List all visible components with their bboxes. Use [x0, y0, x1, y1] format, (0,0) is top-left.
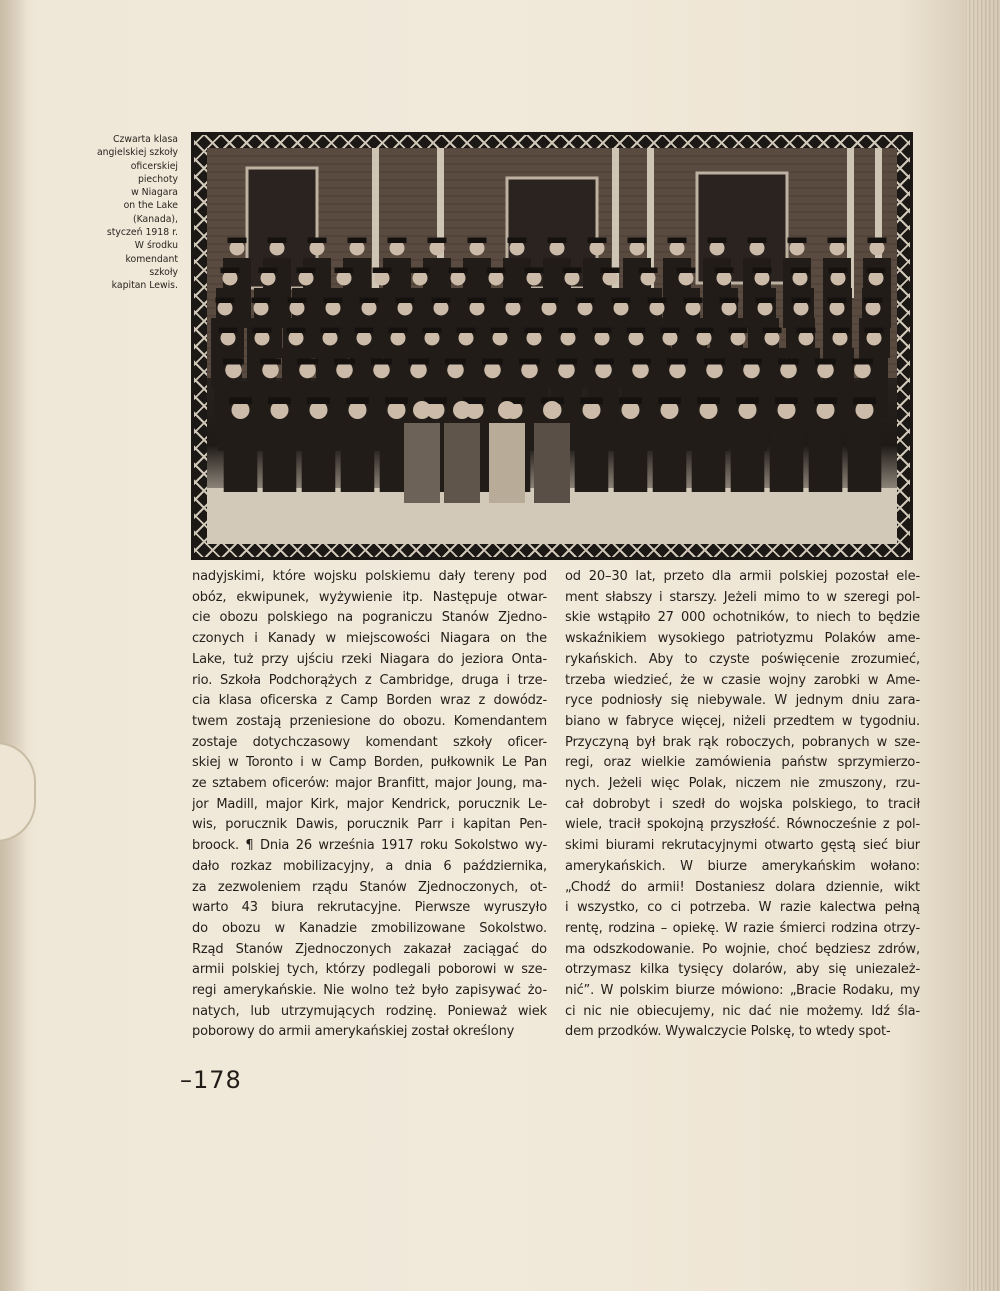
soldier-cap	[468, 238, 487, 244]
soldier-cap	[321, 328, 340, 334]
officer-coat	[444, 423, 480, 503]
text-line: Lake, tuż przy ujściu rzeki Niagara do jeziora Onta-	[192, 651, 547, 667]
soldier-cap	[228, 238, 247, 244]
soldier-cap	[704, 358, 725, 364]
text-line: dało rozkaz mobilizacyjny, a dnia 6 października,	[192, 858, 547, 874]
text-line: i wszystko, co ci potrzeba. W razie kalectwa pełną	[565, 900, 920, 916]
officer-face	[453, 401, 471, 419]
text-line: skiej w Toronto i w Camp Borden, pułkownik Le Pan	[192, 755, 547, 771]
caption-line: styczeń 1918 r.	[106, 227, 178, 239]
officer-face	[413, 401, 431, 419]
caption-line: angielskiej szkoły	[96, 147, 178, 159]
text-line: ryce podniosły się niebywale. W jednym dniu zara-	[565, 693, 920, 709]
soldier-cap	[348, 238, 367, 244]
text-line: zostaje dotychczasowy komendant szkoły oficer-	[192, 734, 547, 750]
soldier-body	[614, 422, 648, 492]
spine-shadow	[0, 0, 28, 1291]
text-line: wskaźnikiem wysokiego patriotyzmu Polaków ame-	[565, 631, 920, 647]
soldier-body	[848, 422, 882, 492]
soldier-cap	[428, 238, 447, 244]
text-line: nych. Jeżeli więc Polak, niczem nie zmuszony, rzu-	[565, 776, 920, 792]
thumb-tab-notch	[0, 742, 36, 842]
officer-coat	[489, 423, 525, 503]
soldier-cap	[540, 298, 559, 304]
text-line: biano w fabryce więcej, niżeli przedtem w tygodniu.	[565, 713, 920, 729]
soldier-cap	[324, 298, 343, 304]
text-line: jor Madill, major Kirk, major Kendrick, porucznik Le-	[192, 796, 547, 812]
soldier-cap	[627, 328, 646, 334]
soldier-cap	[792, 298, 811, 304]
soldier-body	[575, 422, 609, 492]
soldier-cap	[619, 397, 642, 404]
soldier-cap	[778, 358, 799, 364]
soldier-cap	[346, 397, 369, 404]
soldier-cap	[525, 328, 544, 334]
text-line: ze sztabem oficerów: major Branfitt, major Joung, ma-	[192, 776, 547, 792]
text-line: ma odszkodowanie. Po wojnie, choć będziesz zdrów,	[565, 941, 920, 957]
text-line: nadyjskimi, które wojsku polskiemu dały tereny pod	[192, 569, 547, 584]
soldier-cap	[695, 328, 714, 334]
text-line: amerykańskich. W biurze amerykańskim wołano:	[565, 858, 920, 874]
soldier-body	[692, 422, 726, 492]
caption-line: (Kanada),	[132, 213, 178, 225]
soldier-body	[224, 422, 258, 492]
soldier-cap	[715, 268, 734, 274]
soldier-cap	[508, 238, 527, 244]
soldier-cap	[268, 397, 291, 404]
text-line: do obozu w Kanadzie zmobilizowane Sokolstwo.	[192, 920, 547, 936]
text-line: wis, porucznik Dawis, porucznik Parr i kapitan Pen-	[192, 817, 547, 833]
caption-line: komendant	[125, 253, 178, 265]
soldier-cap	[468, 298, 487, 304]
soldier-body	[653, 422, 687, 492]
soldier-body	[263, 422, 297, 492]
soldier-cap	[268, 238, 287, 244]
soldier-cap	[504, 298, 523, 304]
soldier-cap	[601, 268, 620, 274]
text-line: cia klasa oficerska z Camp Borden wraz z dowódz-	[192, 693, 547, 709]
soldier-cap	[449, 268, 468, 274]
soldier-cap	[432, 298, 451, 304]
soldier-cap	[741, 358, 762, 364]
soldier-cap	[252, 298, 271, 304]
text-line: Przyczyną był brak rąk roboczych, pobranych w sze-	[565, 734, 920, 750]
text-line: rio. Szkoła Podchorążych z Cambridge, druga i trze-	[192, 672, 547, 688]
soldier-cap	[559, 328, 578, 334]
text-line: nić”. W polskim biurze mówiono: „Bracie Rodaku, my	[565, 983, 920, 999]
text-line: rentę, rodzina – opiekę. W razie śmierci rodzina otrzy-	[565, 920, 920, 936]
soldier-cap	[868, 238, 887, 244]
soldier-cap	[288, 298, 307, 304]
soldier-cap	[588, 238, 607, 244]
soldier-cap	[396, 298, 415, 304]
caption-line: w Niagara	[131, 187, 178, 199]
soldier-cap	[360, 298, 379, 304]
officer-face	[498, 401, 516, 419]
soldier-cap	[865, 328, 884, 334]
soldier-cap	[389, 328, 408, 334]
soldier-cap	[720, 298, 739, 304]
text-line: rykańskich. Aby to czyste poświęcenie zrozumieć,	[565, 651, 920, 667]
soldier-cap	[260, 358, 281, 364]
group-photo-image	[207, 148, 897, 544]
text-line: ment słabszy i starszy. Jeżeli mimo to w szeregi pol-	[565, 589, 920, 605]
page-number: –178	[180, 1066, 242, 1094]
soldier-cap	[408, 358, 429, 364]
text-line: skie wstąpiło 27 000 ochotników, to niech to będzie	[565, 610, 920, 626]
soldier-cap	[385, 397, 408, 404]
soldier-cap	[864, 298, 883, 304]
soldier-cap	[677, 268, 696, 274]
soldier-cap	[563, 268, 582, 274]
caption-line: W środku	[134, 240, 178, 252]
soldier-cap	[639, 268, 658, 274]
officer-coat	[404, 423, 440, 503]
soldier-cap	[229, 397, 252, 404]
photo-frame	[191, 132, 913, 560]
soldier-cap	[487, 268, 506, 274]
text-line: ci nic nie obiecujemy, nic dać nie możemy. Idź śla-	[565, 1003, 920, 1019]
soldier-cap	[307, 397, 330, 404]
caption-line: oficerskiej	[130, 160, 178, 172]
soldier-cap	[867, 268, 886, 274]
caption-line: szkoły	[149, 266, 178, 278]
soldier-cap	[423, 328, 442, 334]
soldier-cap	[829, 268, 848, 274]
text-line: armii polskiej tych, którzy podlegali poborowi w sze-	[192, 962, 547, 978]
soldier-cap	[388, 238, 407, 244]
soldier-body	[302, 422, 336, 492]
soldier-body	[341, 422, 375, 492]
soldier-cap	[667, 358, 688, 364]
soldier-cap	[355, 328, 374, 334]
text-line: wiele, tracił spokojną przyszłość. Równocześnie z pol-	[565, 817, 920, 833]
soldier-cap	[748, 238, 767, 244]
soldier-cap	[708, 238, 727, 244]
soldier-cap	[373, 268, 392, 274]
soldier-cap	[756, 298, 775, 304]
soldier-cap	[697, 397, 720, 404]
soldier-cap	[648, 298, 667, 304]
text-line: czonych i Kanady w miejscowości Niagara on the	[192, 631, 547, 647]
text-column-right	[565, 567, 920, 1043]
soldier-cap	[775, 397, 798, 404]
group-photo	[207, 148, 897, 544]
soldier-cap	[253, 328, 272, 334]
soldier-cap	[457, 328, 476, 334]
soldier-cap	[335, 268, 354, 274]
soldier-cap	[297, 268, 316, 274]
soldier-cap	[788, 238, 807, 244]
soldier-cap	[612, 298, 631, 304]
text-line: dem przodków. Wywalczycie Polskę, to wtedy spot-	[565, 1024, 891, 1040]
text-line: broock. ¶ Dnia 26 września 1917 roku Sokolstwo wy-	[192, 838, 547, 854]
soldier-cap	[297, 358, 318, 364]
text-line: za zezwoleniem rządu Stanów Zjednoczonych, ot-	[192, 879, 547, 895]
soldier-cap	[482, 358, 503, 364]
text-line: skimi biurami rekrutacyjnymi otwarto gęstą sieć biur	[565, 838, 920, 854]
soldier-cap	[729, 328, 748, 334]
text-line: otrzymasz kilka tysięcy dolarów, aby się uniezależ-	[565, 962, 920, 978]
soldier-cap	[411, 268, 430, 274]
soldier-cap	[797, 328, 816, 334]
text-line: „Chodź do armii! Dostaniesz dolara dziennie, wikt	[565, 879, 920, 895]
soldier-cap	[852, 358, 873, 364]
soldier-cap	[556, 358, 577, 364]
text-line: regi, oraz wielkie zamówienia państw sprzymierzo-	[565, 755, 920, 771]
soldier-cap	[445, 358, 466, 364]
soldier-cap	[576, 298, 595, 304]
soldier-cap	[661, 328, 680, 334]
soldier-cap	[753, 268, 772, 274]
soldier-cap	[371, 358, 392, 364]
text-column-left	[192, 567, 547, 1043]
soldier-cap	[219, 328, 238, 334]
soldier-cap	[736, 397, 759, 404]
soldier-cap	[684, 298, 703, 304]
soldier-cap	[491, 328, 510, 334]
soldier-cap	[308, 238, 327, 244]
page-edges	[966, 0, 1000, 1291]
caption-line: kapitan Lewis.	[111, 280, 178, 292]
soldier-body	[731, 422, 765, 492]
text-line: trzeba wiedzieć, że w czasie wojny zarobki w Ame-	[565, 672, 920, 688]
soldier-body	[809, 422, 843, 492]
text-line: regi amerykańskie. Nie wolno też było zapisywać żo-	[192, 983, 547, 999]
text-line: cie obozu polskiego na pograniczu Stanów Zjedno-	[192, 610, 547, 626]
body-text	[192, 567, 920, 1075]
soldier-cap	[668, 238, 687, 244]
soldier-cap	[580, 397, 603, 404]
soldier-cap	[831, 328, 850, 334]
text-line: natych, lub utrzymujących rodzinę. Ponieważ wiek	[192, 1003, 547, 1019]
caption-line: Czwarta klasa	[113, 134, 178, 145]
soldier-cap	[221, 268, 240, 274]
officer-coat	[534, 423, 570, 503]
text-line: od 20–30 lat, przeto dla armii polskiej pozostał ele-	[565, 569, 920, 584]
soldier-cap	[287, 328, 306, 334]
text-line: Rząd Stanów Zjednoczonych zakazał zaciągać do	[192, 941, 547, 957]
soldier-cap	[658, 397, 681, 404]
soldier-body	[770, 422, 804, 492]
soldier-cap	[828, 238, 847, 244]
soldier-cap	[519, 358, 540, 364]
soldier-cap	[814, 397, 837, 404]
caption-line: piechoty	[137, 173, 178, 185]
photo-caption	[92, 133, 178, 293]
text-line: cał dobrobyt i szedł do wojska polskiego, to tracił	[565, 796, 920, 812]
soldier-cap	[853, 397, 876, 404]
soldier-cap	[828, 298, 847, 304]
soldier-cap	[259, 268, 278, 274]
text-line: poborowy do armii amerykańskiej został określony	[192, 1024, 515, 1040]
caption-line: on the Lake	[123, 200, 178, 212]
soldier-cap	[548, 238, 567, 244]
soldier-cap	[216, 298, 235, 304]
soldier-cap	[334, 358, 355, 364]
soldier-cap	[815, 358, 836, 364]
text-line: obóz, ekwipunek, wyżywienie itp. Następuje otwar-	[192, 589, 547, 605]
text-line: warto 43 biura rekrutacyjne. Pierwsze wyruszyło	[192, 900, 547, 916]
soldier-cap	[630, 358, 651, 364]
soldier-cap	[791, 268, 810, 274]
soldier-cap	[223, 358, 244, 364]
text-line: twem zostają przeniesione do obozu. Komendantem	[192, 713, 547, 729]
officer-face	[543, 401, 561, 419]
soldier-cap	[628, 238, 647, 244]
soldier-cap	[593, 328, 612, 334]
soldier-cap	[525, 268, 544, 274]
soldier-cap	[593, 358, 614, 364]
soldier-cap	[763, 328, 782, 334]
